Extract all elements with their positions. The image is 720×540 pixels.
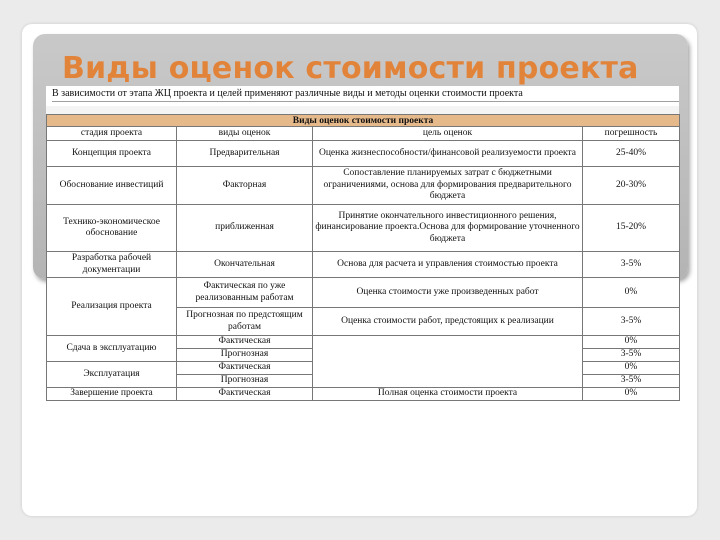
table-header-row xyxy=(47,127,680,141)
cell-error: 0% xyxy=(583,336,680,349)
table-row xyxy=(47,141,680,167)
cell-stage: Реализация проекта xyxy=(47,278,177,336)
table-caption-row xyxy=(47,115,680,127)
cell-goal: Оценка стоимости работ, предстоящих к реализации xyxy=(313,308,583,336)
cell-type: Прогнозная xyxy=(177,349,313,362)
table-row xyxy=(47,252,680,278)
cell-error: 20-30% xyxy=(583,167,680,205)
table-row xyxy=(47,278,680,308)
cell-error: 0% xyxy=(583,362,680,375)
table-row xyxy=(47,388,680,401)
slide-title: Виды оценок стоимости проекта xyxy=(62,51,639,86)
cell-type: Прогнозная по предстоящим работам xyxy=(177,308,313,336)
cell-error: 15-20% xyxy=(583,205,680,252)
cell-type: Фактическая xyxy=(177,388,313,401)
cell-type: Фактическая по уже реализованным работам xyxy=(177,278,313,308)
cell-goal: Оценка стоимости уже произведенных работ xyxy=(313,278,583,308)
cell-type: Предварительная xyxy=(177,141,313,167)
document-sheet xyxy=(46,86,679,446)
cell-type: Фактическая xyxy=(177,362,313,375)
estimates-table xyxy=(46,114,680,401)
cell-stage: Эксплуатация xyxy=(47,362,177,388)
cell-stage: Концепция проекта xyxy=(47,141,177,167)
cell-goal: Основа для расчета и управления стоимостью проекта xyxy=(313,252,583,278)
cell-stage: Сдача в эксплуатацию xyxy=(47,336,177,362)
header-type: виды оценок xyxy=(177,127,313,141)
cell-type: Окончательная xyxy=(177,252,313,278)
cell-error: 3-5% xyxy=(583,349,680,362)
cell-stage: Обоснование инвестиций xyxy=(47,167,177,205)
table-row xyxy=(47,336,680,349)
cell-type: Факторная xyxy=(177,167,313,205)
cell-stage: Разработка рабочей документации xyxy=(47,252,177,278)
cell-goal: Оценка жизнеспособности/финансовой реализуемости проекта xyxy=(313,141,583,167)
cell-stage: Технико-экономическое обоснование xyxy=(47,205,177,252)
cell-error: 3-5% xyxy=(583,375,680,388)
cell-goal xyxy=(313,336,583,388)
header-error: погрешность xyxy=(583,127,680,141)
intro-text: В зависимости от этапа ЖЦ проекта и целей применяют различные виды и методы оценки стоимости проекта xyxy=(52,88,679,102)
spacer-row xyxy=(46,106,679,114)
header-stage: стадия проекта xyxy=(47,127,177,141)
header-goal: цель оценок xyxy=(313,127,583,141)
cell-error: 0% xyxy=(583,278,680,308)
cell-error: 0% xyxy=(583,388,680,401)
cell-goal: Сопоставление планируемых затрат с бюджетными ограничениями, основа для формирования предварительного бюджета xyxy=(313,167,583,205)
cell-error: 3-5% xyxy=(583,308,680,336)
table-caption: Виды оценок стоимости проекта xyxy=(47,115,680,127)
cell-goal: Принятие окончательного инвестиционного решения, финансирование проекта.Основа для формирование уточненного бюджета xyxy=(313,205,583,252)
cell-stage: Завершение проекта xyxy=(47,388,177,401)
table-row xyxy=(47,205,680,252)
cell-error: 25-40% xyxy=(583,141,680,167)
cell-goal: Полная оценка стоимости проекта xyxy=(313,388,583,401)
table-row xyxy=(47,167,680,205)
cell-error: 3-5% xyxy=(583,252,680,278)
cell-type: Прогнозная xyxy=(177,375,313,388)
cell-type: Фактическая xyxy=(177,336,313,349)
cell-type: приближенная xyxy=(177,205,313,252)
